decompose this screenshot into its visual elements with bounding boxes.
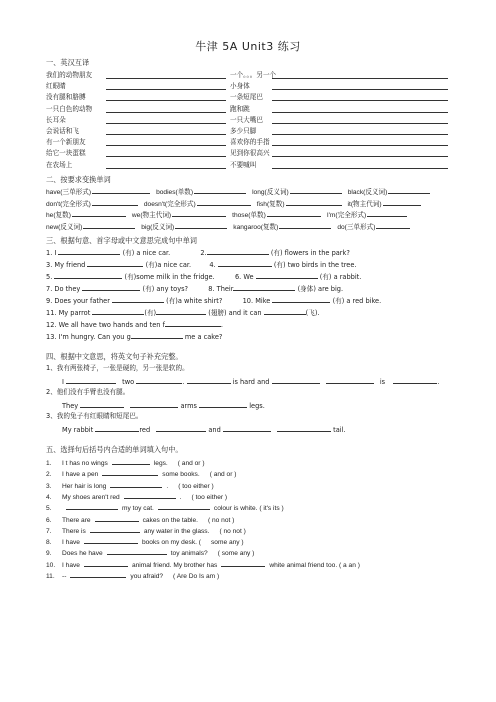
s5-item-lead: I t has no wings	[62, 460, 108, 467]
translation-left-2: 红眼睛	[46, 82, 66, 91]
blank[interactable]	[66, 502, 118, 510]
s4-q2-w2: arms	[180, 402, 197, 410]
s4-q1-line: I two . is hard and is .	[62, 378, 440, 386]
blank[interactable]	[130, 400, 178, 408]
s5-item-choices: ( and or )	[177, 460, 205, 467]
answer-line[interactable]	[272, 89, 448, 90]
blank[interactable]	[87, 259, 143, 267]
answer-line[interactable]	[106, 78, 226, 79]
blank[interactable]	[194, 186, 246, 194]
blank[interactable]	[367, 209, 407, 217]
s5-item-choices: ( some any )	[217, 550, 255, 558]
translation-left-3: 没有腿和胳膊	[46, 93, 86, 102]
s5-item-choices: ( no not )	[207, 516, 235, 524]
s3-line-5	[46, 295, 381, 306]
blank[interactable]	[112, 295, 164, 303]
s4-q2-line	[62, 400, 265, 411]
blank[interactable]	[267, 209, 321, 217]
s4-q3-w1: My rabbit	[62, 426, 94, 434]
s5-item-choices: ( no not )	[219, 527, 246, 535]
s5-item-lead: Her hair is long	[62, 482, 107, 490]
s5-item-choices: white animal friend too. ( a an )	[269, 561, 360, 569]
blank[interactable]	[277, 424, 331, 432]
s2-word-prompt: don't(完全形式)	[46, 200, 91, 208]
blank[interactable]	[112, 457, 150, 465]
s5-item-number: 2.	[46, 471, 52, 479]
s3-q2-tail: (有) flowers in the park?	[270, 249, 350, 257]
s5-item-lead: Does he have	[62, 550, 103, 558]
s3-q9-tail: (有)a white shirt?	[166, 297, 223, 305]
translation-right-3: 一条短尾巴	[230, 93, 263, 102]
blank[interactable]	[136, 376, 185, 386]
blank[interactable]	[84, 559, 128, 567]
blank[interactable]	[70, 570, 126, 578]
s3-line-3	[46, 271, 361, 282]
translation-left-7: 有一个新朋友	[46, 138, 86, 147]
s5-item-lead: There is	[62, 527, 86, 535]
blank[interactable]	[80, 400, 124, 408]
s4-q1-w5: is	[379, 378, 386, 386]
section-1-heading: 一、英汉互译	[46, 58, 90, 67]
blank[interactable]	[376, 221, 410, 229]
s3-q11-mid: (有)	[144, 309, 157, 317]
s2-word-prompt: it(物主代词)	[347, 200, 382, 208]
s5-item-number: 7.	[46, 527, 52, 535]
s3-q5-lead: 5.	[46, 273, 53, 281]
s5-item-mid: you afraid?	[130, 573, 164, 580]
s3-q1-lead: 1. I	[46, 249, 57, 257]
s3-q7-lead: 7. Do they	[46, 285, 81, 293]
s5-item-lead: I have	[62, 539, 80, 547]
blank[interactable]	[90, 525, 140, 533]
answer-line[interactable]	[106, 134, 226, 135]
section-3-heading: 三、根据句意、首字母或中文意思完成句中单词	[46, 236, 197, 245]
s3-q6-lead: 6. We	[234, 273, 254, 281]
blank[interactable]	[388, 186, 430, 194]
blank[interactable]	[272, 376, 320, 384]
s5-item-number: 9.	[46, 550, 52, 558]
translation-right-2: 小身体	[230, 82, 250, 91]
blank[interactable]	[383, 198, 421, 206]
blank[interactable]	[326, 376, 374, 384]
s3-q10-lead: 10. Mike	[242, 297, 271, 305]
translation-right-4: 跑和跳	[230, 104, 250, 113]
s5-item-choices: ( Are Do Is am )	[173, 573, 220, 580]
answer-line[interactable]	[272, 134, 448, 135]
s5-item-10	[46, 559, 360, 570]
s5-item-7	[46, 525, 246, 536]
blank[interactable]	[102, 468, 158, 476]
s3-line-1	[46, 247, 350, 258]
s3-q11-lead: 11. My parrot	[46, 309, 91, 317]
answer-line[interactable]	[272, 100, 448, 101]
s5-item-3	[46, 480, 214, 491]
s4-q1-w4: is hard and	[232, 378, 270, 386]
s5-item-2	[46, 468, 236, 479]
s2-word-prompt: fish(复数)	[256, 200, 285, 208]
s5-item-11	[46, 570, 219, 581]
s2-word-prompt: have(三单形式)	[46, 189, 92, 196]
blank[interactable]	[199, 400, 247, 408]
s5-item-mid: cakes on the table.	[142, 516, 198, 524]
answer-line[interactable]	[106, 112, 226, 113]
s3-line-4	[46, 283, 343, 294]
s3-line-8	[46, 331, 222, 342]
s3-q5-tail: (有)some milk in the fridge.	[124, 273, 215, 281]
s5-item-4	[46, 491, 227, 502]
s3-q12: 12. We all have two hands and ten f	[46, 321, 165, 329]
s3-q6-tail: (有) a rabbit.	[319, 273, 362, 281]
s4-q2-prompt: 2、他们没有手臂也没有腿。	[46, 388, 130, 396]
blank[interactable]	[223, 424, 271, 432]
s5-item-number: 11.	[46, 573, 55, 580]
blank[interactable]	[110, 480, 162, 488]
s2-word-prompt: bodies(单数)	[156, 189, 194, 196]
s5-item-number: 6.	[46, 516, 52, 524]
s3-q11-tail: (飞).	[305, 309, 320, 317]
translation-left-6: 会说话和飞	[46, 127, 79, 135]
blank[interactable]	[95, 424, 139, 432]
s2-word-prompt: big(反义词)	[141, 223, 175, 231]
translation-right-6: 多少只脚	[230, 127, 257, 135]
s2-word-prompt: I'm(完全形式)	[326, 212, 367, 219]
s3-q8-lead: 8. Their	[208, 285, 234, 293]
answer-line[interactable]	[106, 168, 226, 169]
s5-item-1	[46, 457, 205, 468]
blank[interactable]	[286, 198, 342, 206]
s4-q1-prompt: 1、我有两张椅子，一张是硬的，另一张是软的。	[46, 364, 189, 372]
s2-line-2	[46, 198, 427, 209]
answer-line[interactable]	[106, 123, 226, 124]
s5-item-lead: My shoes aren't red	[62, 493, 120, 501]
s4-q1-w2: two	[122, 378, 135, 386]
translation-left-1: 我们的动物朋友	[46, 71, 93, 79]
s5-item-number: 10.	[46, 561, 56, 569]
s3-q13-tail: me a cake?	[184, 333, 223, 341]
blank[interactable]	[95, 514, 139, 522]
answer-line[interactable]	[106, 145, 226, 146]
blank[interactable]	[83, 221, 135, 229]
blank[interactable]	[54, 271, 122, 279]
section-4-heading: 四、根据中文意思，将英文句子补充完整。	[46, 352, 183, 361]
blank[interactable]	[290, 186, 342, 194]
blank[interactable]	[197, 198, 251, 206]
s5-item-mid: .	[179, 493, 182, 501]
s4-q1-w3: .	[182, 378, 185, 386]
s5-item-lead: I have	[62, 561, 80, 569]
s5-item-8	[46, 536, 244, 547]
s3-q13-lead: 13. I'm hungry. Can you g	[46, 333, 131, 341]
s5-item-lead: I have a pen	[62, 471, 99, 479]
s4-q3-prompt: 3、我的兔子有红眼睛和短尾巴。	[46, 412, 143, 420]
translation-right-9: 不要喊叫	[230, 160, 257, 169]
blank[interactable]	[124, 491, 176, 499]
blank[interactable]	[92, 186, 150, 194]
blank[interactable]	[256, 271, 318, 279]
s5-item-number: 8.	[46, 539, 52, 547]
blank[interactable]	[92, 198, 138, 206]
s3-q3-lead: 3. My friend	[46, 261, 86, 269]
s4-q2-w3: legs.	[249, 402, 265, 410]
s5-item-mid: toy animals?	[170, 550, 208, 558]
s2-line-4	[46, 221, 416, 232]
blank[interactable]	[221, 559, 265, 567]
s3-q8-tail: (身体) are big.	[297, 285, 344, 293]
s4-q2-w1: They	[62, 402, 79, 410]
blank[interactable]	[272, 295, 330, 303]
s5-item-choices: ( and or )	[209, 471, 237, 479]
blank[interactable]	[72, 209, 126, 217]
translation-right-8: 见到你很高兴	[230, 149, 270, 158]
answer-line[interactable]	[272, 145, 448, 146]
blank[interactable]	[82, 283, 140, 291]
s2-word-prompt: doesn't(完全形式)	[143, 200, 196, 208]
translation-right-1: 一个。。。另一个	[230, 71, 277, 79]
s5-item-9	[46, 547, 254, 558]
s2-line-1	[46, 186, 436, 197]
blank[interactable]	[172, 209, 226, 217]
blank[interactable]	[218, 259, 272, 267]
s3-q10-tail: (有) a red bike.	[332, 297, 382, 305]
blank[interactable]	[107, 547, 167, 555]
s5-item-mid: books on my desk. (	[141, 539, 201, 547]
translation-left-5: 长耳朵	[46, 115, 66, 124]
translation-left-4: 一只白色的动物	[46, 104, 93, 113]
blank[interactable]	[264, 307, 306, 315]
s3-q4-tail: (有) two birds in the tree.	[273, 261, 357, 269]
answer-line[interactable]	[272, 112, 448, 113]
blank[interactable]	[66, 376, 116, 384]
s5-item-choices: ( too either )	[191, 493, 228, 501]
s5-item-6	[46, 514, 234, 525]
s4-q1-w1: I	[62, 378, 64, 386]
blank[interactable]	[156, 424, 206, 432]
s2-word-prompt: kangaroo(复数)	[233, 223, 279, 231]
blank[interactable]	[58, 247, 120, 255]
section-5-heading: 五、选择句后括号内合适的单词填入句中。	[46, 445, 183, 454]
s3-q3-tail: (有)a nice car.	[145, 261, 192, 269]
s2-word-prompt: black(反义词)	[347, 189, 388, 196]
s5-item-lead: --	[62, 573, 67, 580]
blank[interactable]	[131, 331, 183, 339]
blank[interactable]	[233, 283, 295, 291]
blank[interactable]	[92, 307, 144, 315]
s4-q3-w2: red	[139, 426, 151, 434]
s3-q2-lead: 2.	[200, 249, 207, 257]
s2-word-prompt: those(单数)	[232, 212, 266, 219]
s3-q11-mid2: (翅膀) and it can	[208, 309, 262, 317]
s2-word-prompt: long(反义词)	[252, 189, 289, 196]
s5-item-number: 4.	[46, 493, 52, 501]
s5-item-number: 1.	[46, 460, 52, 467]
answer-line[interactable]	[272, 123, 448, 124]
s5-item-5	[46, 502, 284, 513]
translation-left-9: 在农场上	[46, 160, 73, 169]
s3-q4-lead: 4.	[209, 261, 216, 269]
s5-item-mid: any water in the glass.	[143, 527, 210, 535]
s5-item-choices: ( too either )	[178, 482, 214, 490]
translation-right-5: 一只大嘴巴	[230, 115, 263, 124]
blank[interactable]	[187, 376, 231, 384]
answer-line[interactable]	[106, 89, 226, 90]
translation-left-8: 给它一块蛋糕	[46, 149, 86, 158]
s5-item-mid: some books.	[162, 471, 200, 479]
s3-q7-tail: (有) any toys?	[142, 285, 189, 293]
blank[interactable]	[175, 221, 227, 229]
blank[interactable]	[158, 502, 210, 510]
answer-line[interactable]	[272, 156, 448, 157]
s4-q3-w4: tail.	[333, 426, 346, 434]
translation-right-7: 喜欢你的手指	[230, 138, 270, 147]
blank[interactable]	[165, 319, 221, 327]
blank[interactable]	[156, 307, 206, 315]
s5-item-lead: There are	[62, 516, 91, 524]
s2-line-3	[46, 209, 413, 220]
s3-q1-tail: (有) a nice car.	[122, 249, 171, 257]
s5-item-choices: some any )	[210, 539, 244, 547]
s5-item-choices: colour is white. ( it's its )	[213, 505, 284, 513]
s2-word-prompt: new(反义词)	[46, 223, 83, 231]
answer-line[interactable]	[106, 156, 226, 157]
s4-q3-line	[62, 424, 346, 435]
s5-item-mid: legs.	[153, 460, 168, 467]
s3-line-6	[46, 307, 320, 318]
s5-item-mid: animal friend. My brother has	[131, 561, 218, 569]
s2-word-prompt: he(复数)	[46, 212, 71, 219]
s5-item-number: 5.	[46, 505, 52, 513]
answer-line[interactable]	[272, 78, 448, 79]
section-2-heading: 二、按要求变换单词	[46, 175, 111, 184]
blank[interactable]	[393, 376, 437, 384]
s3-line-2	[46, 259, 357, 270]
s5-item-number: 3.	[46, 482, 52, 490]
s3-q9-lead: 9. Does your father	[46, 297, 110, 305]
blank[interactable]	[207, 247, 269, 255]
s5-item-mid: .	[166, 482, 169, 490]
s5-item-mid: my toy cat.	[122, 505, 154, 513]
s2-word-prompt: we(物主代词)	[131, 212, 172, 219]
answer-line[interactable]	[106, 100, 226, 101]
blank[interactable]	[279, 221, 331, 229]
s2-word-prompt: do(三单形式)	[337, 223, 376, 231]
s4-q3-w3: and	[208, 426, 221, 434]
s3-line-7: 12. We all have two hands and ten f .	[46, 321, 224, 329]
worksheet-title: 牛津 5A Unit3 练习	[195, 40, 301, 53]
answer-line[interactable]	[272, 168, 448, 169]
blank[interactable]	[84, 536, 138, 544]
